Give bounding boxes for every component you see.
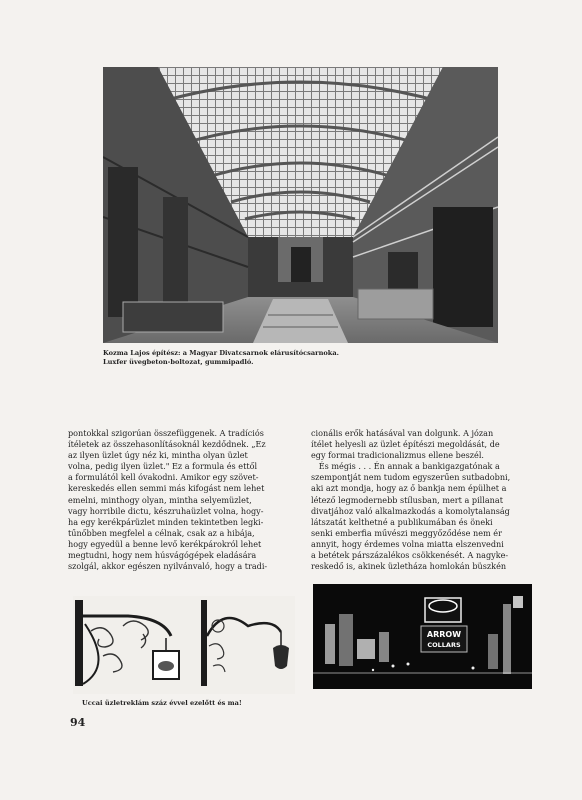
neon-street-photo [313, 584, 532, 689]
signs-figure-caption: Uccai üzletreklám száz évvel ezelőtt és ma! [82, 699, 242, 707]
arcade-hall-photo [103, 67, 498, 343]
text-line: reskedő is, akinek üzletháza homlokán büszkén [311, 561, 507, 572]
text-line: aki azt mondja, hogy az ő bankja nem épülhet a [311, 483, 507, 494]
text-line: szolgál, akkor egészen nyilvánvaló, hogy a tradi- [68, 561, 268, 572]
text-line: a formulától kell óvakodni. Amikor egy szövet- [68, 472, 259, 483]
top-figure-caption [103, 349, 498, 367]
text-line: divatjához való alkalmazkodás a komolytalanság [311, 505, 510, 516]
neon-sign-arrow: ARROW [426, 630, 462, 639]
right-text-column [311, 428, 533, 572]
text-line: egy formai tradicionalizmus ellene beszél. [311, 450, 484, 461]
text-line: a betétek párszázalékos csökkenését. A nagyke- [311, 550, 509, 561]
text-line: tűnőbben megfelel a célnak, csak az a hibája, [68, 527, 255, 538]
text-line: cionális erők hatásával van dolgunk. A józan [311, 428, 494, 438]
text-line: ítélet helyesli az üzlet építészi megoldását, de [311, 439, 500, 450]
text-line: vagy horribile dictu, készruhaüzlet volna, hogy- [68, 505, 264, 516]
page-number: 94 [70, 716, 86, 729]
left-text-column [68, 428, 296, 572]
text-line: az ilyen üzlet úgy néz ki, mintha olyan üzlet [68, 450, 248, 461]
text-line: megtudni, hogy nem húsvágógépek eladására [68, 550, 257, 561]
text-line: látszatát kelthetné a publikumában és öneki [311, 516, 493, 527]
text-line: És mégis . . . Én annak a bankigazgatónak a [311, 461, 500, 472]
text-line: ha egy kerékpárüzlet minden tekintetben legki- [68, 516, 264, 527]
text-line: létező legmodernebb stílusban, mert a pillanat [311, 494, 503, 505]
text-line: emelni, minthogy olyan, mintha selyemüzlet, [68, 494, 252, 505]
text-line: hogy egyedül a benne levő kerékpárokról lehet [68, 538, 262, 549]
top-caption-line-2: Luxfer üvegbeton-boltozat, gummipadló. [103, 358, 254, 366]
text-line: pontokkal szigorúan összefüggenek. A tradíciós [68, 428, 264, 438]
top-caption-line-1: Kozma Lajos építész: a Magyar Divatcsarnok elárusítócsarnoka. [103, 349, 339, 357]
text-line: ítéletek az összehasonlításoknál kezdődnek. „Ez [68, 439, 266, 450]
text-line: kereskedés ellen semmi más kifogást nem lehet [68, 483, 265, 494]
neon-sign-collars: COLLARS [427, 641, 461, 649]
text-line: annyit, hogy érdemes volna miatta elszenvedni [311, 538, 504, 549]
shop-signs-image [73, 596, 295, 694]
text-line: volna, pedig ilyen üzlet." Ez a formula és ettől [68, 461, 258, 472]
text-line: szempontját nem tudom egyszerűen sutbadobni, [311, 472, 511, 483]
text-line: senki emberfia művészi meggyőződése nem ér [311, 527, 502, 538]
